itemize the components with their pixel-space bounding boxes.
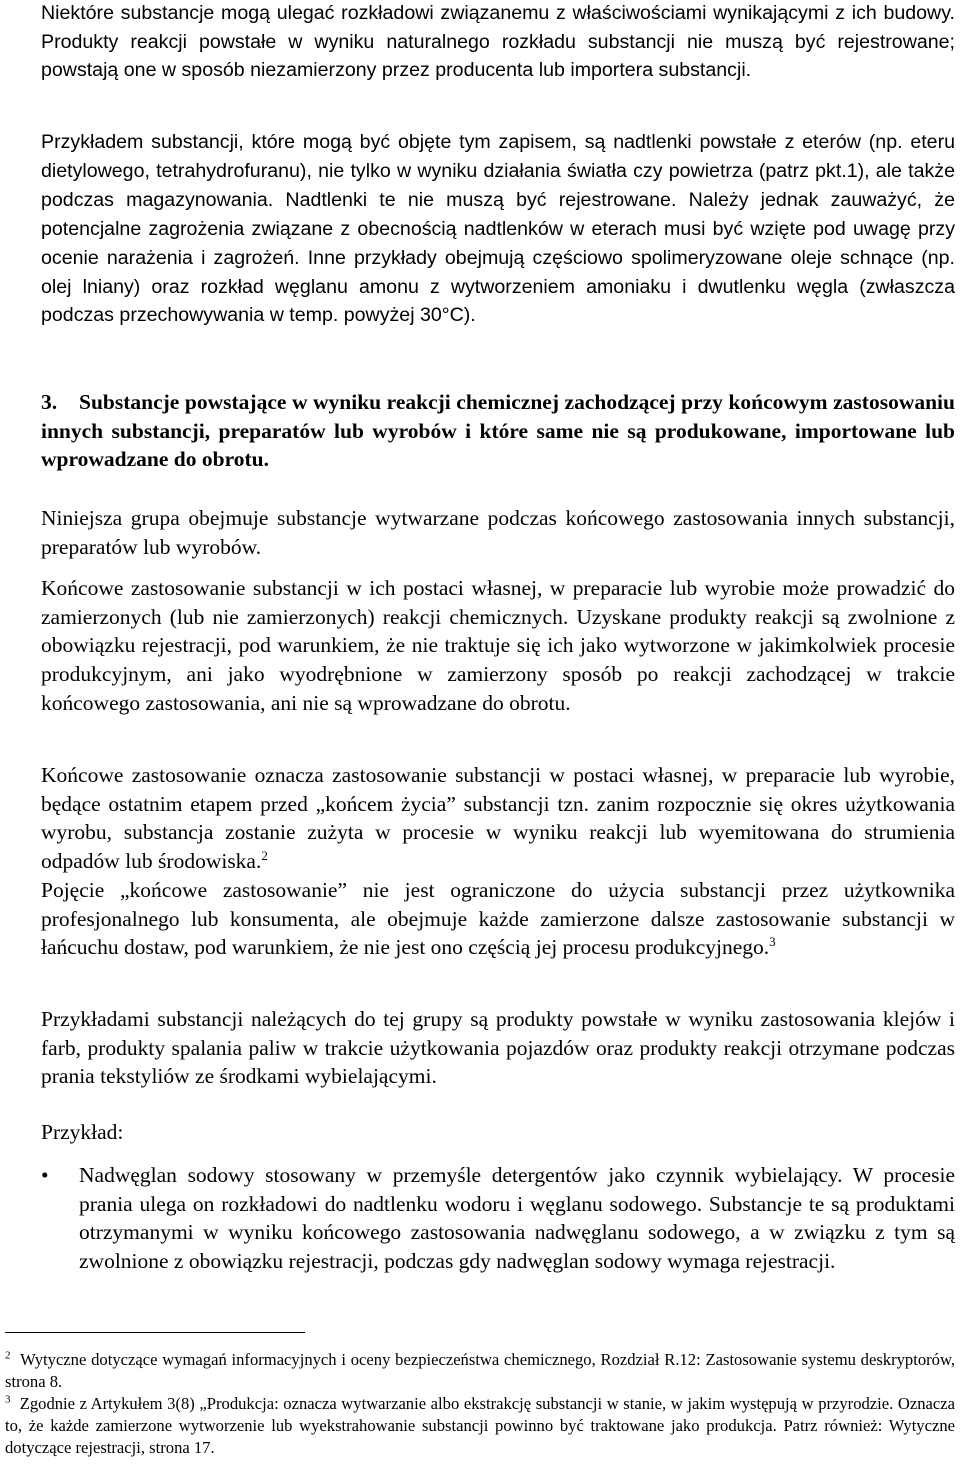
bullet-text: Nadwęglan sodowy stosowany w przemyśle detergentów jako czynnik wybielający. W procesie prania ulega on rozkładowi do nadtlenku wodoru i węglanu sodowego. Substancje te są produktami otrzymanymi w wyniku końcowego zastosowania nadwęglanu sodowego, a w związku z tym są zwolnione z obowiązku rejestracji, podczas gdy nadwęglan sodowy wymaga rejestracji. xyxy=(79,1163,955,1274)
section-3-heading xyxy=(41,388,955,474)
bullet-icon: • xyxy=(41,1163,49,1187)
footnote-text: Wytyczne dotyczące wymagań informacyjnych i oceny bezpieczeństwa chemicznego, Rozdział R.12: Zastosowanie systemu deskryptorów, strona 8. xyxy=(5,1350,956,1391)
footnote-text: Zgodnie z Artykułem 3(8) „Produkcja: oznacza wytwarzanie albo ekstrakcję substancji w stanie, w jakim występują w przyrodzie. Oznacza to, że każde zamierzone wytworzenie lub wyekstrahowanie substancji powinno być traktowane jako produkcja. Patrz również: Wytyczne dotyczące rejestracji, strona 17. xyxy=(5,1394,956,1457)
end-use-concept-text: Pojęcie „końcowe zastosowanie” nie jest ograniczone do użycia substancji przez użytkownika profesjonalnego lub konsumenta, ale obejmuje każde zamierzone dalsze zastosowanie substancji w łańcuchu dostaw, pod warunkiem, że nie jest ono częścią jej procesu produkcyjnego. xyxy=(41,878,955,960)
end-use-definition-text: Końcowe zastosowanie oznacza zastosowanie substancji w postaci własnej, w preparacie lub wyrobie, będące ostatnim etapem przed „końcem życia” substancji tzn. zanim rozpocznie się okres użytkowania wyrobu, substancja zostanie zużyta w procesie w wyniku reakcji lub wyemitowana do strumienia odpadów lub środowiska. xyxy=(41,763,955,874)
paragraph-natural-decomposition: Niektóre substancje mogą ulegać rozkładowi związanemu z właściwościami wynikającymi z ich budowy. Produkty reakcji powstałe w wyniku naturalnego rozkładu substancji nie muszą być rejestrowane; powstają one w sposób niezamierzony przez producenta lub importera substancji. xyxy=(41,2,955,82)
paragraph-end-use-definition xyxy=(41,761,955,876)
paragraph-group-scope: Niniejsza grupa obejmuje substancje wytwarzane podczas końcowego zastosowania innych substancji, preparatów lub wyrobów. xyxy=(41,506,955,559)
footnote-3 xyxy=(5,1393,955,1458)
paragraph-peroxide-examples: Przykładem substancji, które mogą być objęte tym zapisem, są nadtlenki powstałe z eterów (np. eteru dietylowego, tetrahydrofuranu), nie tylko w wyniku działania światła czy powietrza (patrz pkt.1), ale także podczas magazynowania. Nadtlenki te nie muszą być rejestrowane. Należy jednak zauważyć, że potencjalne zagrożenia związane z obecnością nadtlenków w eterach musi być wzięte pod uwagę przy ocenie narażenia i zagrożeń. Inne przykłady obejmują częściowo spolimeryzowane oleje schnące (np. olej lniany) oraz rozkład węglanu amonu z wytworzeniem amoniaku i dwutlenku węgla (zwłaszcza podczas przechowywania w temp. powyżej 30°C). xyxy=(41,131,955,327)
section-number: 3. xyxy=(41,390,58,414)
footnote-separator xyxy=(5,1332,305,1333)
section-title: Substancje powstające w wyniku reakcji chemicznej zachodzącej przy końcowym zastosowaniu innych substancji, preparatów lub wyrobów i które same nie są produkowane, importowane lub wprowadzane do obrotu. xyxy=(41,390,955,472)
footnote-2 xyxy=(5,1349,955,1393)
paragraph-end-use: Końcowe zastosowanie substancji w ich postaci własnej, w preparacie lub wyrobie może prowadzić do zamierzonych (lub nie zamierzonych) reakcji chemicznych. Uzyskane produkty reakcji są zwolnione z obowiązku rejestracji, pod warunkiem, że nie traktuje się ich jako wytworzone w jakimkolwiek procesie produkcyjnym, ani jako wyodrębnione w zamierzony sposób po reakcji zachodzącej w trakcie końcowego zastosowania, ani nie są wprowadzane do obrotu. xyxy=(41,576,955,715)
footnote-ref-2[interactable]: 2 xyxy=(261,847,268,863)
bullet-list-item xyxy=(41,1161,955,1276)
example-label: Przykład: xyxy=(41,1120,124,1144)
paragraph-group-examples: Przykładami substancji należących do tej grupy są produkty powstałe w wyniku zastosowania klejów i farb, produkty spalania paliw w trakcie użytkowania pojazdów oraz produkty reakcji otrzymane podczas prania tekstyliów ze środkami wybielającymi. xyxy=(41,1007,955,1089)
footnote-ref-3[interactable]: 3 xyxy=(769,934,776,950)
paragraph-end-use-concept xyxy=(41,876,955,962)
footnote-number: 3 xyxy=(5,1393,11,1406)
footnote-number: 2 xyxy=(5,1349,11,1362)
